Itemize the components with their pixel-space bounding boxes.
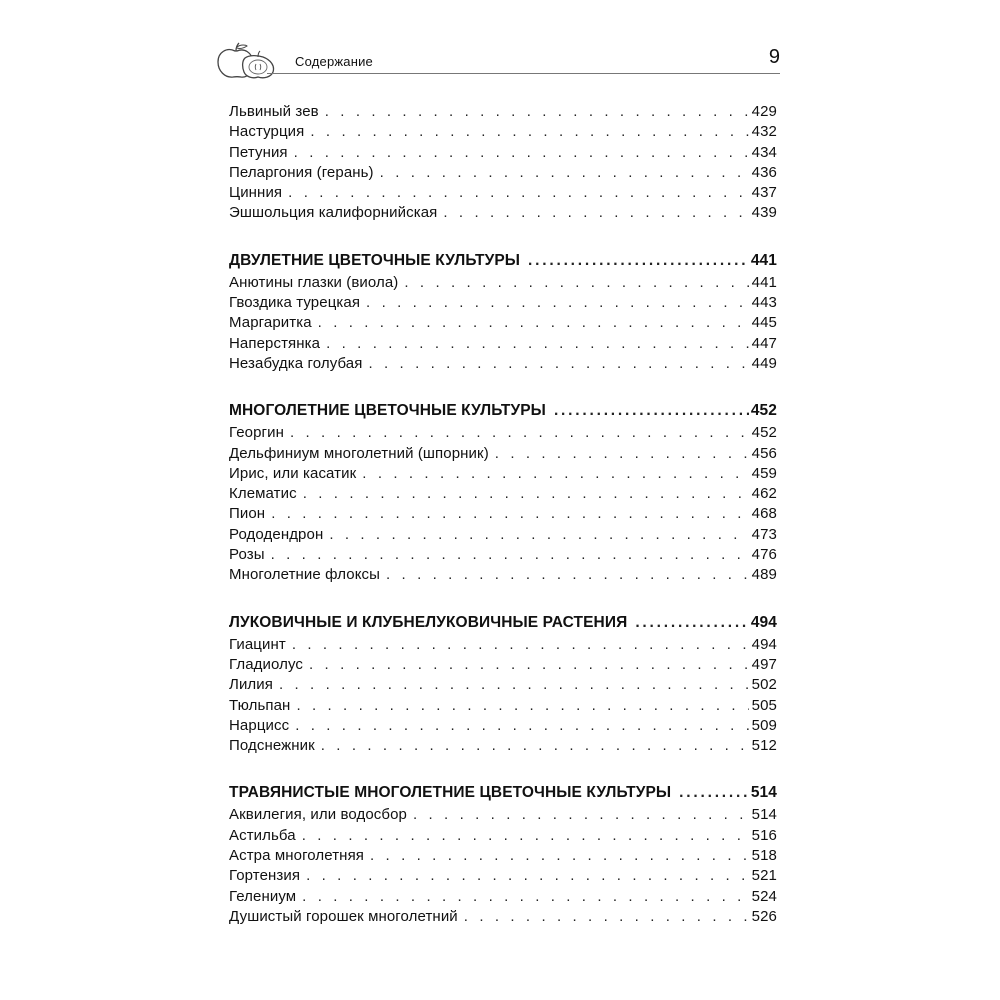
dot-leader [271,545,749,565]
dot-leader [310,122,748,142]
toc-section-heading[interactable] [229,610,777,635]
toc-entry-title: Нарцисс [229,716,290,734]
toc-entry-title: Астра многолетняя [229,847,365,865]
toc-entry-page: 429 [751,103,777,120]
dot-leader [635,610,749,635]
toc-entry[interactable] [229,354,777,374]
dot-leader [302,826,749,846]
toc-entry[interactable] [229,826,777,846]
toc-entry-title: Пеларгония (герань) [229,163,374,181]
apples-logo-icon [215,42,277,80]
toc-entry[interactable] [229,293,777,313]
toc-entry-page: 434 [751,143,777,161]
dot-leader [368,354,748,374]
dot-leader [386,565,749,585]
toc-entry-title: Аквилегия, или водосбор [229,806,407,824]
toc-entry[interactable] [229,907,777,927]
toc-entry[interactable] [229,846,777,866]
toc-entry-page: 468 [751,505,777,523]
toc-entry[interactable] [229,635,777,655]
toc-entry-page: 443 [751,294,777,312]
dot-leader [528,248,749,273]
toc-entry-page: 452 [751,424,777,442]
toc-entry-page: 462 [751,485,777,503]
toc-section-title: ДВУЛЕТНИЕ ЦВЕТОЧНЫЕ КУЛЬТУРЫ [229,251,521,269]
dot-leader [292,635,749,655]
toc-section-heading[interactable] [229,780,777,805]
header-rule [267,73,780,74]
dot-leader [380,163,749,183]
dot-leader [306,866,749,886]
toc-section-title: ЛУКОВИЧНЫЕ И КЛУБНЕЛУКОВИЧНЫЕ РАСТЕНИЯ [229,613,628,631]
dot-leader [679,780,749,805]
toc-entry[interactable] [229,143,777,163]
toc-entry[interactable] [229,655,777,675]
toc-entry[interactable] [229,273,777,293]
toc-entry-title: Незабудка голубая [229,354,363,372]
dot-leader [370,846,749,866]
toc-entry-title: Петуния [229,143,288,161]
toc-entry-title: Рододендрон [229,525,324,543]
toc-entry-title: Маргаритка [229,314,312,332]
toc-entry-title: Подснежник [229,737,315,755]
toc-section-title: МНОГОЛЕТНИЕ ЦВЕТОЧНЫЕ КУЛЬТУРЫ [229,402,546,420]
toc-entry[interactable] [229,805,777,825]
toc-entry-page: 516 [751,826,777,844]
toc-entry[interactable] [229,183,777,203]
toc-entry-title: Тюльпан [229,696,291,714]
toc-entry[interactable] [229,464,777,484]
toc-entry-title: Настурция [229,123,305,141]
toc-entry[interactable] [229,484,777,504]
dot-leader [294,143,749,163]
page-header [215,40,780,80]
toc-entry-title: Гелениум [229,887,297,905]
toc-entry-page: 432 [751,123,777,141]
toc-entry[interactable] [229,675,777,695]
dot-leader [362,464,748,484]
toc-section [229,102,777,224]
dot-leader [290,423,749,443]
toc-entry-page: 489 [751,566,777,584]
toc-entry[interactable] [229,866,777,886]
dot-leader [329,525,748,545]
toc-entry[interactable] [229,525,777,545]
toc-entry-page: 449 [751,354,777,372]
toc-entry[interactable] [229,423,777,443]
dot-leader [366,293,749,313]
toc-entry[interactable] [229,736,777,756]
dot-leader [279,675,749,695]
page-number: 9 [768,46,780,68]
toc-entry-title: Львиный зев [229,103,319,120]
dot-leader [288,183,749,203]
toc-section-page: 514 [750,784,777,802]
toc-entry-title: Лилия [229,676,273,694]
toc-entry[interactable] [229,334,777,354]
toc-section [229,610,777,757]
toc-entry-page: 502 [751,676,777,694]
toc-section-page: 452 [750,402,777,420]
toc-entry-page: 524 [751,887,777,905]
toc-entry-page: 437 [751,184,777,202]
dot-leader [302,887,749,907]
dot-leader [404,273,748,293]
toc-entry-page: 439 [751,204,777,222]
toc-entry-page: 445 [751,314,777,332]
dot-leader [554,398,749,423]
toc-entry[interactable] [229,716,777,736]
toc-section-title: ТРАВЯНИСТЫЕ МНОГОЛЕТНИЕ ЦВЕТОЧНЫЕ КУЛЬТУРЫ [229,784,672,802]
toc-entry-page: 518 [751,847,777,865]
toc-entry-title: Гортензия [229,867,301,885]
toc-section-heading[interactable] [229,248,777,273]
toc-entry-page: 436 [751,163,777,181]
toc-entry-title: Георгин [229,424,284,442]
toc-entry[interactable] [229,504,777,524]
toc-entry-page: 514 [751,806,777,824]
toc-entry[interactable] [229,122,777,142]
dot-leader [321,736,749,756]
toc-entry[interactable] [229,444,777,464]
toc-section [229,398,777,585]
toc-section-page: 494 [750,613,777,631]
toc-entry[interactable] [229,887,777,907]
toc-section [229,248,777,374]
dot-leader [295,716,748,736]
toc-entry-page: 441 [751,273,777,291]
toc-entry-title: Гладиолус [229,655,304,673]
toc-entry-page: 512 [751,737,777,755]
toc-entry-page: 509 [751,716,777,734]
toc-section-heading[interactable] [229,398,777,423]
toc-entry[interactable] [229,102,777,122]
toc-entry[interactable] [229,565,777,585]
toc-entry-page: 456 [751,444,777,462]
toc-entry-page: 459 [751,464,777,482]
toc-entry-page: 494 [751,635,777,653]
toc-entry-page: 497 [751,655,777,673]
toc-section-page: 441 [750,251,777,269]
toc-entry-title: Наперстянка [229,334,321,352]
toc-entry-title: Розы [229,546,265,564]
dot-leader [296,696,748,716]
toc-entry-page: 526 [751,907,777,925]
toc-entry-title: Цинния [229,184,283,202]
dot-leader [443,203,748,223]
toc-entry[interactable] [229,545,777,565]
toc-entry-title: Пион [229,505,266,523]
toc-entry-page: 473 [751,525,777,543]
dot-leader [271,504,748,524]
dot-leader [318,313,749,333]
dot-leader [495,444,749,464]
toc-entry-title: Дельфиниум многолетний (шпорник) [229,444,489,462]
dot-leader [413,805,749,825]
toc-entry[interactable] [229,163,777,183]
toc-entry-title: Эшшольция калифорнийская [229,204,438,222]
dot-leader [303,484,749,504]
toc-entry-title: Ирис, или касатик [229,464,357,482]
dot-leader [326,334,749,354]
toc-entry-page: 521 [751,867,777,885]
dot-leader [325,102,749,122]
toc-entry-title: Анютины глазки (виола) [229,273,399,291]
table-of-contents [229,102,777,927]
toc-entry-page: 505 [751,696,777,714]
dot-leader [464,907,749,927]
toc-entry-title: Гиацинт [229,635,286,653]
toc-entry-title: Астильба [229,826,296,844]
toc-entry-title: Многолетние флоксы [229,566,381,584]
toc-entry-title: Клематис [229,485,297,503]
toc-entry[interactable] [229,203,777,223]
dot-leader [309,655,749,675]
page-title: Содержание [295,54,373,69]
toc-entry-title: Душистый горошек многолетний [229,907,458,925]
toc-entry[interactable] [229,696,777,716]
toc-entry-page: 447 [751,334,777,352]
toc-entry-title: Гвоздика турецкая [229,294,361,312]
toc-section [229,780,777,927]
toc-entry[interactable] [229,313,777,333]
toc-entry-page: 476 [751,546,777,564]
